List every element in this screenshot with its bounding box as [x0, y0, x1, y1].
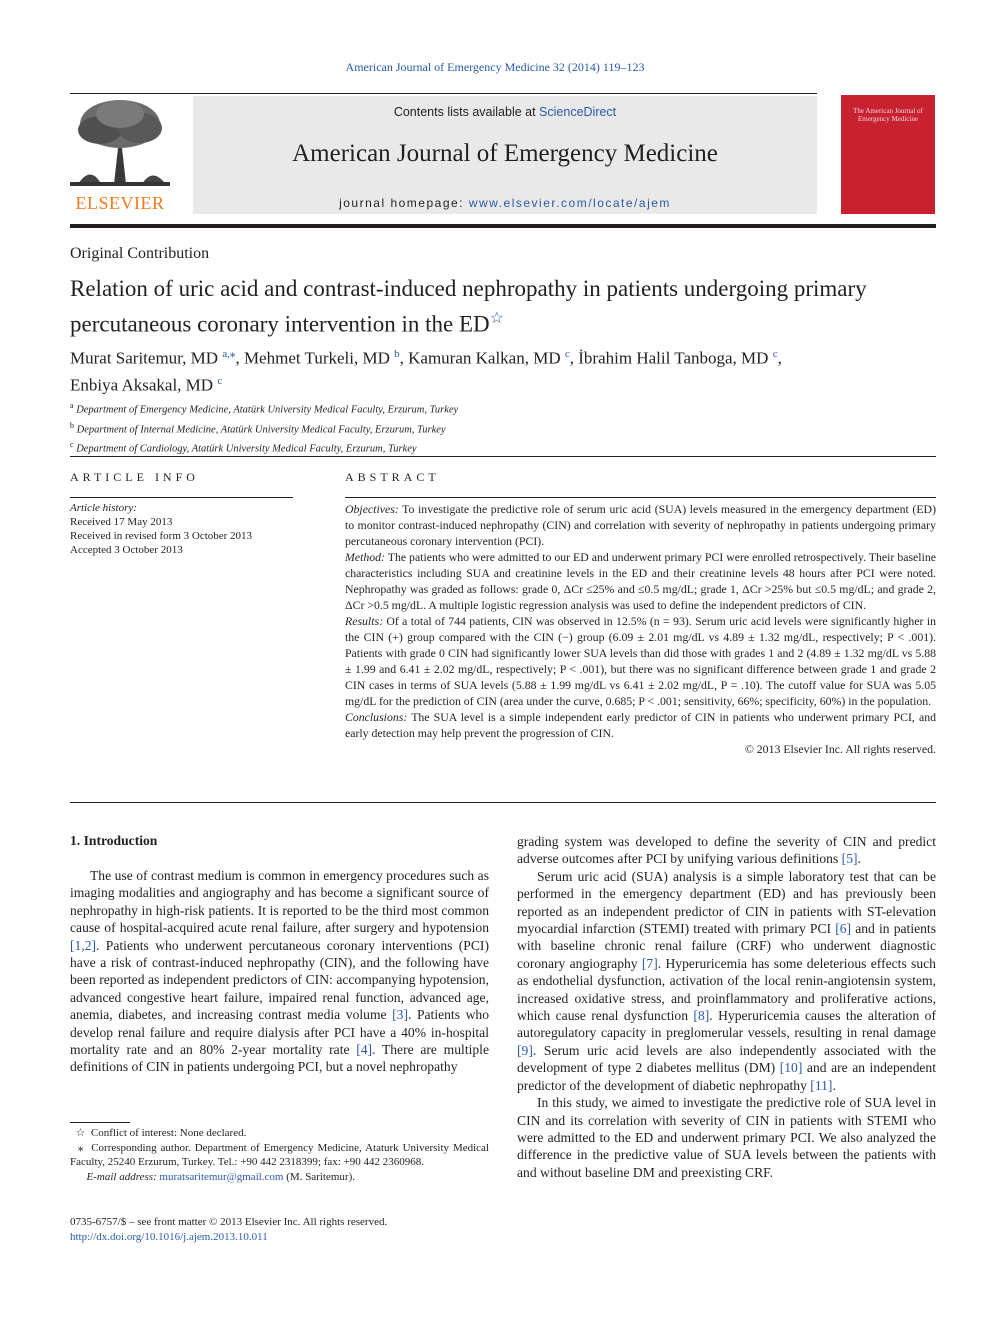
contents-prefix: Contents lists available at — [393, 105, 540, 119]
affiliation-rule — [70, 456, 936, 457]
citation-link[interactable]: [5] — [841, 851, 858, 867]
journal-reference[interactable]: American Journal of Emergency Medicine 32 (2014) 119–123 — [345, 60, 645, 74]
citation-link[interactable]: [7] — [641, 955, 658, 971]
author-separator: , — [399, 348, 409, 368]
conflict-footnote — [70, 1126, 489, 1141]
abstract-results — [345, 613, 936, 709]
author-separator: , — [235, 348, 244, 368]
footnotes — [70, 1126, 489, 1184]
body-column-right — [517, 833, 936, 1181]
sciencedirect-link[interactable]: ScienceDirect — [539, 105, 617, 119]
body-text: Serum uric acid (SUA) analysis is a simple laboratory test that can be performed in the emergency department (ED) and has previously been reported as an independent predictor of CIN in patients with ST-elevation myocardial infarction (STEMI) treated with primary PCI — [517, 868, 936, 937]
body-paragraph — [517, 833, 936, 868]
article-title — [70, 274, 936, 340]
citation-link[interactable]: [3] — [392, 1007, 408, 1023]
objectives-label: Objectives: — [345, 502, 399, 516]
abstract-method — [345, 549, 936, 613]
body-paragraph — [70, 867, 489, 1076]
title-footnote-star-icon[interactable]: ☆ — [489, 310, 504, 327]
affiliation-text: Department of Internal Medicine, Atatürk University Medical Faculty, Erzurum, Turkey — [76, 424, 446, 435]
body-text: and are an independent predictor of the development of diabetic nephropathy — [517, 1060, 936, 1093]
citation-link[interactable]: [1,2] — [70, 937, 97, 953]
footnote-star-icon: ☆ — [75, 1127, 86, 1139]
author-affil-mark[interactable]: c — [564, 348, 570, 360]
abstract-body — [345, 501, 936, 757]
body-paragraph: In this study, we aimed to investigate the predictive role of SUA level in CIN and its correlation with severity of CIN in patients with STEMI who were admitted to the ED and underwent primary PCI. We also analyzed the difference in the predictive value of SUA levels between the patients with and without baseline DM and preexisting CRF. — [517, 1095, 936, 1180]
article-info-rule — [70, 497, 293, 498]
body-text: grading system was developed to define the severity of CIN and predict adverse outcomes after PCI by unifying various definitions — [517, 834, 936, 867]
objectives-text: To investigate the predictive role of serum uric acid (SUA) levels measured in the emergency department (ED) to monitor contrast-induced nephropathy (CIN) and correlation with severity of nephropathy in patients undergoing primary percutaneous coronary intervention (PCI). — [345, 502, 936, 548]
body-text: . Patients who develop renal failure and require dialysis after PCI have a 40% in-hospital mortality rate and an 80% 2-year mortality rate — [70, 1007, 489, 1058]
abstract-rule — [345, 497, 936, 498]
conflict-text: Conflict of interest: None declared. — [90, 1127, 247, 1139]
body-paragraph — [517, 868, 936, 1094]
received-date: Received 17 May 2013 — [70, 516, 173, 528]
body-text: . Hyperuricemia causes the alteration of autoregulatory capacity in preglomerular vessels, resulting in renal damage — [517, 1008, 937, 1041]
citation-link[interactable]: [8] — [693, 1008, 710, 1024]
footnote-asterisk-icon: ⁎ — [77, 1141, 84, 1154]
results-text: Of a total of 744 patients, CIN was observed in 12.5% (n = 93). Serum uric acid levels were significantly higher in the CIN (+) group compared with the CIN (−) group (6.09 ± 2.01 mg/dL vs 4.89 ± 1.32 mg/dL, respectively; P < .001). Patients with grade 0 CIN had significantly lower SUA levels than did those with grades 1 and 2 (4.89 ± 1.32 mg/dL vs 5.88 ± 1.99 and 6.41 ± 2.02 mg/dL, respectively; P < .001), but there was no significant difference between grade 1 and grade 2 CIN cases in terms of SUA levels (5.88 ± 1.99 mg/dL vs 6.41 ± 2.02 mg/dL, P = .10). The cutoff value for SUA was 5.05 mg/dL for the prediction of CIN (area under the curve, 0.685; P < .001; sensitivity, 66%; specificity, 60%) in the population. — [345, 614, 936, 708]
citation-link[interactable]: [9] — [517, 1042, 533, 1058]
homepage-link[interactable]: www.elsevier.com/locate/ajem — [468, 196, 671, 210]
body-text: . — [832, 1077, 836, 1093]
elsevier-logo[interactable] — [70, 96, 170, 214]
affiliation-mark: a — [70, 401, 74, 410]
citation-link[interactable]: [4] — [356, 1042, 373, 1058]
citation-link[interactable]: [10] — [779, 1060, 803, 1076]
citation-link[interactable]: [11] — [810, 1077, 833, 1093]
results-label: Results: — [345, 614, 384, 628]
affiliation-item — [70, 418, 936, 438]
author-affil-mark[interactable]: c — [217, 374, 223, 387]
author-affil-mark[interactable]: a,⁎ — [222, 348, 236, 360]
article-info-heading: ARTICLE INFO — [70, 470, 199, 484]
conclusions-label: Conclusions: — [345, 710, 408, 724]
journal-name: American Journal of Emergency Medicine — [292, 140, 718, 167]
author-affil-mark[interactable]: b — [394, 348, 400, 360]
email-footnote — [70, 1170, 489, 1185]
body-text: . Serum uric acid levels are also independently associated with the development of type 2 diabetes mellitus (DM) — [517, 1042, 936, 1076]
author-affil-mark[interactable]: c — [772, 348, 778, 360]
citation-link[interactable]: [6] — [835, 921, 852, 937]
body-text: . Patients who underwent percutaneous coronary interventions (PCI) have a risk of contrast-induced nephropathy (CIN), and the following have been reported as independent predictors of CIN: accompanying hypotension, advanced congestive heart failure, impaired renal function, advanced age, anemia, diabetes, and increasing contrast media volume — [70, 937, 489, 1023]
abstract-conclusions — [345, 709, 936, 741]
author-name: Kamuran Kalkan, MD — [408, 348, 561, 368]
footnote-rule — [70, 1122, 130, 1123]
corresponding-text: Corresponding author. Department of Emergency Medicine, Ataturk University Medical Faculty, 25240 Erzurum, Turkey. Tel.: +90 442 2318399; fax: +90 442 2360968. — [70, 1141, 489, 1168]
homepage-prefix: journal homepage: — [339, 196, 469, 210]
journal-cover-thumbnail[interactable] — [841, 95, 935, 214]
affiliation-item — [70, 398, 936, 418]
affiliation-list — [70, 398, 936, 457]
author-name: Mehmet Turkeli, MD — [243, 348, 390, 368]
body-text: . There are multiple definitions of CIN in patients undergoing PCI, but a novel nephropathy — [70, 1042, 489, 1075]
body-text: . — [857, 851, 861, 867]
author-list — [70, 343, 936, 396]
method-label: Method: — [345, 550, 385, 564]
affiliation-mark: c — [70, 440, 74, 449]
abstract-end-rule — [70, 802, 936, 803]
doi-link[interactable]: http://dx.doi.org/10.1016/j.ajem.2013.10.011 — [70, 1230, 268, 1243]
affiliation-item — [70, 437, 936, 457]
abstract-objectives — [345, 501, 936, 549]
abstract-heading: ABSTRACT — [345, 470, 440, 484]
author-separator: , — [777, 348, 782, 368]
section-type: Original Contribution — [70, 245, 210, 262]
cover-title: The American Journal of Emergency Medicine — [853, 107, 923, 123]
email-suffix: (M. Saritemur). — [283, 1170, 355, 1183]
journal-masthead — [193, 96, 817, 214]
corresponding-footnote — [70, 1141, 489, 1170]
body-text: and in patients with baseline chronic renal failure (CRF) who underwent diagnostic coronary angiography — [517, 921, 936, 971]
author-name: Murat Saritemur, MD — [70, 348, 219, 368]
page-footer — [70, 1215, 489, 1244]
issn-line: 0735-6757/$ – see front matter © 2013 Elsevier Inc. All rights reserved. — [70, 1216, 388, 1228]
affiliation-mark: b — [70, 420, 74, 430]
author-name: Enbiya Aksakal, MD — [70, 375, 214, 395]
accepted-date: Accepted 3 October 2013 — [70, 544, 183, 556]
contents-line — [193, 105, 817, 119]
body-column-left — [70, 867, 489, 1076]
header-thick-rule — [70, 224, 936, 228]
conclusions-text: The SUA level is a simple independent early predictor of CIN in patients who underwent primary PCI, and early detection may help prevent the progression of CIN. — [345, 710, 936, 740]
abstract-copyright: © 2013 Elsevier Inc. All rights reserved. — [744, 742, 936, 756]
history-label: Article history: — [70, 502, 137, 514]
header-top-rule — [70, 93, 817, 94]
author-name: İbrahim Halil Tanboga, MD — [578, 348, 769, 368]
title-text: Relation of uric acid and contrast-induced nephropathy in patients undergoing primary percutaneous coronary intervention in the ED — [70, 276, 867, 337]
homepage-line — [193, 196, 817, 210]
elsevier-tree-icon — [70, 96, 170, 188]
elsevier-wordmark: ELSEVIER — [75, 193, 165, 213]
article-history — [70, 501, 293, 557]
introduction-heading: 1. Introduction — [70, 833, 158, 848]
affiliation-text: Department of Emergency Medicine, Atatürk University Medical Faculty, Erzurum, Turkey — [76, 404, 459, 416]
method-text: The patients who were admitted to our ED and underwent primary PCI were enrolled retrospectively. Their baseline characteristics including SUA and creatinine levels in the ED and their creatinine levels 48 hours after PCI were noted. Nephropathy was graded as follows: grade 0, ΔCr ≤25% and ≤0.5 mg/dL; grade 1, ΔCr >25% but ≤0.5 mg/dL; and grade 2, ΔCr >0.5 mg/dL. A multiple logistic regression analysis was used to define the independent predictors of CIN. — [345, 550, 936, 612]
email-label: E-mail address: — [86, 1170, 157, 1183]
author-separator: , — [569, 348, 579, 368]
email-link[interactable]: muratsaritemur@gmail.com — [159, 1170, 284, 1183]
revised-date: Received in revised form 3 October 2013 — [70, 530, 253, 542]
affiliation-text: Department of Cardiology, Atatürk University Medical Faculty, Erzurum, Turkey — [76, 443, 417, 455]
body-text: . Hyperuricemia has some deleterious effects such as endothelial dysfunction, activation of the local renin-angiotensin system, increased oxidative stress, and proinflammatory and proliferative actions, which cause renal dysfunction — [517, 955, 936, 1024]
body-text: The use of contrast medium is common in emergency procedures such as imaging modalities and angiography and has become a significant source of nephropathy in high-risk patients. It is reported to be the third most common cause of hospital-acquired acute renal failure, after surgery and hypotension — [70, 868, 489, 936]
